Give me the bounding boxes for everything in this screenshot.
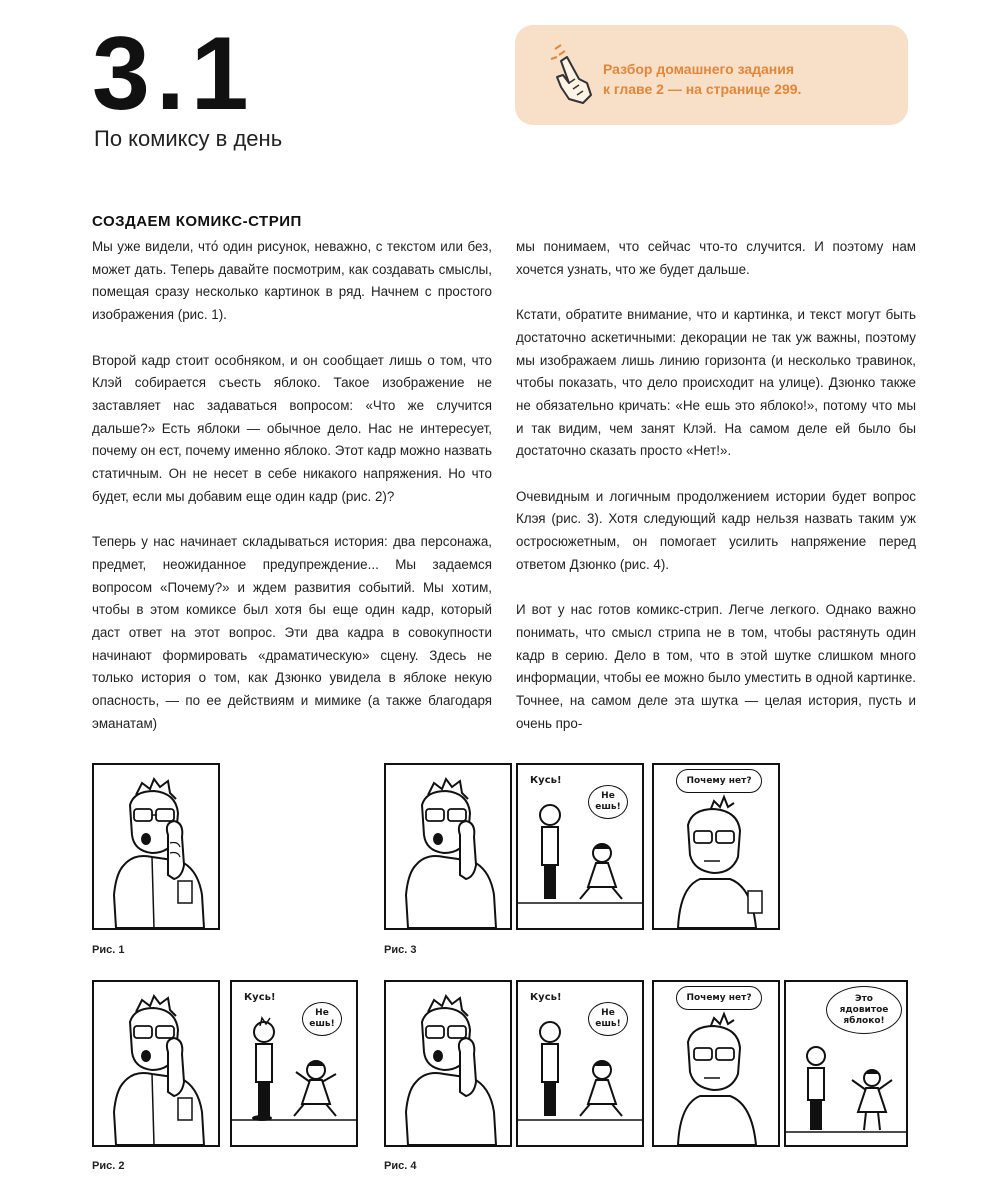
fig4-panel-question bbox=[652, 980, 780, 1147]
fig3-caption: Рис. 3 bbox=[384, 944, 417, 956]
clay-eating-illustration bbox=[386, 765, 510, 928]
clay-eating-illustration bbox=[386, 982, 510, 1145]
note-line-1: Разбор домашнего задания bbox=[603, 61, 795, 77]
paragraph: Второй кадр стоит особняком, и он сообщает лишь о том, что Клэй собирается съесть яблоко. Такое изображение не заставляет нас задаваться вопросом: «Что же случится дальше?» Есть яблоки — обычное дело. Нас не интересует, почему он ест, почему именно яблоко. Этот кадр можно назвать статичным. Он не несет в себе никакого напряжения. Но что будет, если мы добавим еще один кадр (рис. 2)? bbox=[92, 352, 492, 504]
clay-eating-illustration bbox=[94, 982, 218, 1145]
note-line-2: к главе 2 — на странице 299. bbox=[603, 81, 802, 97]
speech-bubble-why-not: Почему нет? bbox=[676, 769, 762, 793]
fig3-panel-question bbox=[652, 763, 780, 930]
fig2-caption: Рис. 2 bbox=[92, 1160, 125, 1172]
fig4-panel-warning bbox=[516, 980, 644, 1147]
speech-bubble-why-not: Почему нет? bbox=[676, 986, 762, 1010]
right-text-column bbox=[516, 236, 916, 758]
fig3-panel-warning bbox=[516, 763, 644, 930]
paragraph: Теперь у нас начинает складываться история: два персонажа, предмет, неожиданное предупреждение... Мы задаемся вопросом «Почему?» и ждем развития событий. Мы хотим, чтобы в этом комиксе был хотя бы еще один кадр, который даст ответ на этот вопрос. Эти два кадра в совокупности начинают формировать «драматическую» сцену. Здесь не только история о том, как Дзюнко увидела в яблоке некую опасность, — по ее действиям и мимике (а также благодаря эманатам) bbox=[92, 534, 492, 731]
sfx-bite: Кусь! bbox=[530, 775, 562, 786]
fig3-panel-eating bbox=[384, 763, 512, 930]
paragraph: мы понимаем, что сейчас что-то случится. И поэтому нам хочется узнать, что же будет дальше. bbox=[516, 239, 916, 277]
chapter-title: По комиксу в день bbox=[94, 126, 283, 151]
paragraph: Мы уже видели, что́ один рисунок, неважно, с текстом или без, может дать. Теперь давайте посмотрим, как создавать смыслы, помещая сразу несколько картинок в ряд. Начнем с простого изображения (рис. 1). bbox=[92, 239, 492, 323]
fig2-panel-eating bbox=[92, 980, 220, 1147]
fig1-caption: Рис. 1 bbox=[92, 944, 125, 956]
paragraph: Очевидным и логичным продолжением истории будет вопрос Клэя (рис. 3). Хотя следующий кадр нельзя назвать таким уж остросюжетным, он помогает усилить напряжение перед ответом Дзюнко (рис. 4). bbox=[516, 488, 916, 572]
junko-warning-illustration bbox=[518, 982, 642, 1145]
paragraph: Кстати, обратите внимание, что и картинка, и текст могут быть достаточно аскетичными: декорации не так уж важны, поэтому мы изображаем лишь линию горизонта (и несколько травинок, чтобы показать, что дело происходит на улице). Дзюнко также не обязательно кричать: «Не ешь это яблоко!», потому что мы и так видим, чем занят Клэй. На самом деле ей было бы достаточно сказать просто «Нет!». bbox=[516, 307, 916, 459]
junko-warning-illustration bbox=[518, 765, 642, 928]
homework-note bbox=[515, 25, 908, 125]
left-text-column bbox=[92, 236, 492, 758]
speech-bubble-dont-eat: Не ешь! bbox=[588, 785, 628, 819]
speech-bubble-poisoned-apple: Это ядовитое яблоко! bbox=[826, 986, 902, 1034]
fig4-panel-eating bbox=[384, 980, 512, 1147]
pointing-hand-icon bbox=[537, 39, 599, 109]
clay-eating-illustration bbox=[94, 765, 218, 928]
fig1-panel-eating bbox=[92, 763, 220, 930]
speech-bubble-dont-eat: Не ешь! bbox=[588, 1002, 628, 1036]
sfx-bite: Кусь! bbox=[244, 992, 276, 1003]
sfx-bite: Кусь! bbox=[530, 992, 562, 1003]
fig4-caption: Рис. 4 bbox=[384, 1160, 417, 1172]
fig4-panel-answer bbox=[784, 980, 908, 1147]
speech-bubble-dont-eat: Не ешь! bbox=[302, 1002, 342, 1036]
fig2-panel-warning bbox=[230, 980, 358, 1147]
paragraph: И вот у нас готов комикс-стрип. Легче легкого. Однако важно понимать, что смысл стрипа не в том, чтобы растянуть один кадр в серию. Дело в том, что в этой шутке слишком много информации, чтобы ее можно было уместить в одной картинке. Точнее, на самом деле эта шутка — целая история, пусть и очень про- bbox=[516, 602, 916, 731]
section-heading: СОЗДАЕМ КОМИКС-СТРИП bbox=[92, 213, 302, 230]
chapter-number: 3.1 bbox=[92, 16, 255, 132]
junko-warning-illustration bbox=[232, 982, 356, 1145]
